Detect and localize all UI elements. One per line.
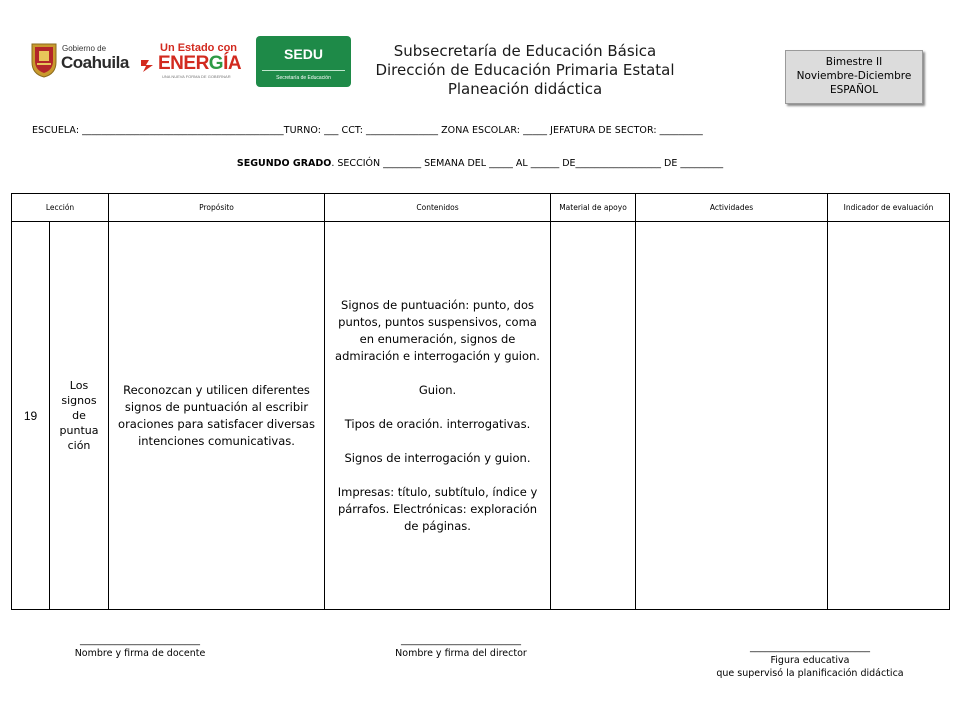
energia-part-a: ENER [158,53,209,74]
lesson-number: 19 [12,222,50,610]
coahuila-shield-icon [30,42,58,78]
energia-big-text [158,53,241,75]
proposito-cell [109,222,325,610]
lesson-title [50,378,108,453]
title-subsecretaria: Subsecretaría de Educación Básica [393,42,657,60]
contenido-item: Impresas: título, subtítulo, índice y párrafos. Electrónicas: exploración de páginas. [337,484,538,533]
coahuila-small-text: Gobierno de [62,44,107,53]
signature-director-label: Nombre y firma del director [395,648,527,659]
lesson-title-cell [50,222,109,610]
lesson-title-line: de [72,409,86,422]
grade-label: SEGUNDO GRADO [236,158,332,169]
signature-figura-label-2: que supervisó la planificación didáctica [716,668,904,679]
proposito-text: Reconozcan y utilicen diferentes signos de puntuación al escribir oraciones para satisfacer diversas intenciones comunicativas. [118,382,315,448]
signature-figura [690,641,930,680]
energia-tagline: UNA NUEVA FORMA DE GOBERNAR [162,74,231,79]
bimestre-subject: ESPAÑOL [829,84,879,96]
signature-line: ________________________ [401,635,521,646]
sedu-subtitle: Secretaría de Educación [276,75,331,81]
grade-info-rest: . SECCIÓN ________ SEMANA DEL _____ AL ______ DE__________________ DE _________ [331,158,724,169]
bimestre-box [785,50,923,104]
lesson-title-line: ción [67,439,91,452]
lesson-title-line: signos [61,394,97,407]
header-actividades: Actividades [636,194,828,222]
contenido-item: Signos de puntuación: punto, dos puntos, puntos suspensivos, coma en enumeración, signos de admiración e interrogación y guion. [335,297,540,363]
indicador-cell[interactable] [828,222,950,610]
sedu-name: SEDU [284,46,323,62]
header-proposito: Propósito [109,194,325,222]
table-header-row [12,194,950,222]
coahuila-big-text: Coahuila [61,53,129,72]
contenido-item: Guion. [418,382,457,397]
header-leccion: Lección [12,194,109,222]
header-contenidos: Contenidos [325,194,551,222]
signature-docente [55,634,225,660]
bimestre-months: Noviembre-Diciembre [796,70,912,82]
contenidos-list [325,297,550,535]
lesson-title-line: Los [69,379,89,392]
actividades-cell[interactable] [636,222,828,610]
lesson-title-line: puntua [59,424,99,437]
signature-figura-label-1: Figura educativa [770,655,850,666]
energia-part-c: ÍA [223,53,242,74]
school-info-line: ESCUELA: __________________________________________TURNO: ___ CCT: _______________ ZONA ESCOLAR: _____ JEFATURA DE SECTOR: _________ [32,125,703,136]
header-indicador: Indicador de evaluación [828,194,950,222]
signature-line: ________________________ [80,635,200,646]
planning-table [11,193,950,610]
energia-mark-icon [140,56,157,73]
signature-director [376,634,546,660]
signature-docente-label: Nombre y firma de docente [74,648,206,659]
document-title-block [360,42,690,99]
material-cell[interactable] [551,222,636,610]
coahuila-logo [30,40,130,80]
sedu-divider [262,70,345,71]
bimestre-label: Bimestre II [825,56,883,68]
header-material: Material de apoyo [551,194,636,222]
table-row [12,222,950,610]
contenidos-cell [325,222,551,610]
energia-logo [140,42,248,82]
energia-top-text: Un Estado con [160,42,238,54]
contenido-item: Signos de interrogación y guion. [344,450,531,465]
title-direccion: Dirección de Educación Primaria Estatal [375,61,675,79]
sedu-logo [256,36,351,87]
signature-line: ________________________ [750,642,870,653]
contenido-item: Tipos de oración. interrogativas. [344,416,531,431]
title-planeacion: Planeación didáctica [447,80,603,98]
grade-info-line [0,158,960,169]
energia-part-b: G [208,53,224,74]
